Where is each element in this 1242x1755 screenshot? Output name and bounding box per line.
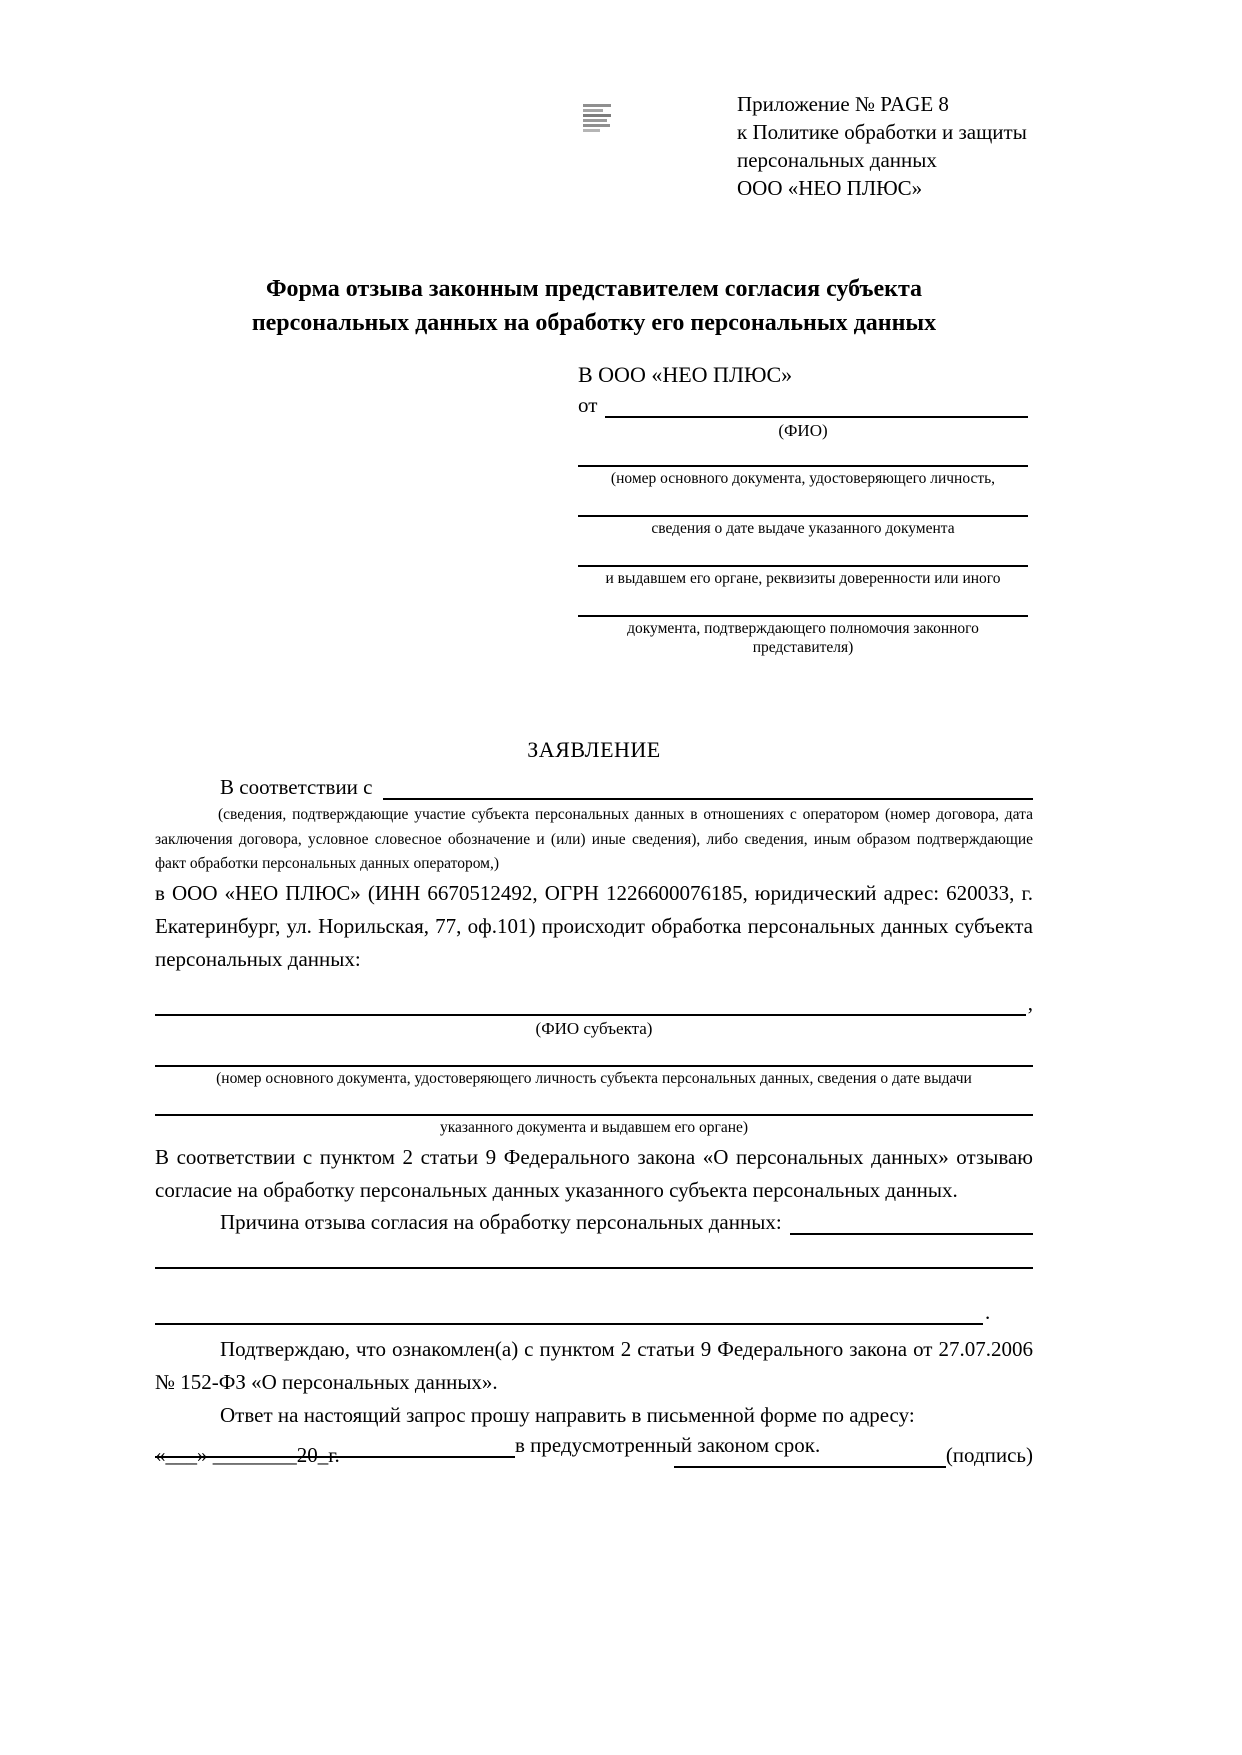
field-caption: и выдавшем его органе, реквизиты доверенности или иного [605,570,1001,587]
blank-field-line [155,1065,1033,1067]
subject-fio-field [155,990,1033,1016]
statement-heading: ЗАЯВЛЕНИЕ [527,737,661,762]
document-number-field [578,465,1028,488]
confirmation-paragraph: Подтверждаю, что ознакомлен(а) с пунктом 2 статьи 9 Федерального закона от 27.07.2006 № 152-ФЗ «О персональных данных». [155,1336,1033,1394]
subject-fio-blank-line [155,990,1026,1016]
field-caption: (номер основного документа, удостоверяющего личность, [610,470,996,487]
reason-label: Причина отзыва согласия на обработку персональных данных: [220,1209,782,1234]
blank-field-line [155,1299,983,1325]
policy-line-1: к Политике обработки и защиты [737,120,1027,144]
reason-blank-line-3 [155,1299,1033,1325]
text-lines-icon [583,104,611,134]
field-caption: документа, подтверждающего полномочия законного представителя) [627,620,979,656]
withdrawal-paragraph: В соответствии с пунктом 2 статьи 9 Федерального закона «О персональных данных» отзываю согласие на обработку персональных данных указанного субъекта персональных данных. [155,1144,1033,1202]
trailing-comma: , [1027,990,1033,1015]
field-caption: сведения о дате выдаче указанного документа [651,520,955,537]
intro-label: В соответствии с [220,775,373,799]
fio-caption: (ФИО) [778,421,828,440]
subject-document-field [155,1065,1033,1088]
subject-fio-caption: (ФИО субъекта) [535,1018,653,1038]
reason-blank-line-2 [155,1267,1033,1269]
signature-blank-line [674,1442,946,1468]
field-caption: указанного документа и выдавшем его органе) [439,1118,749,1136]
signature-caption: (подпись) [945,1443,1033,1467]
policy-line-2: персональных данных [737,148,937,172]
statement-body [155,735,1033,1458]
reason-blank-line [790,1209,1033,1235]
document-title-line-1: Форма отзыва законным представителем согласия субъекта [265,276,923,302]
from-blank-line [605,392,1028,418]
trailing-period: . [985,1299,991,1324]
from-field [578,392,1028,418]
blank-field-line [578,565,1028,567]
addressee-company: В ООО «НЕО ПЛЮС» [578,362,793,387]
appendix-reference-block [737,90,1027,202]
date-signature-row [155,1442,1033,1468]
reply-paragraph: Ответ на настоящий запрос прошу направить в письменной форме по адресу: [220,1402,915,1427]
reason-field [155,1209,1033,1235]
addressee-block [578,360,1028,657]
blank-field-line [578,465,1028,467]
blank-field-line [578,615,1028,617]
intro-caption: (сведения, подтверждающие участие субъекта персональных данных в отношениях с оператором (номер договора, дата заключения договора, условное словесное обозначение и (или) иные сведения), либо сведения, иным образом подтверждающие факт обработки персональных данных оператором,) [155,806,1033,872]
authority-document-field [578,615,1028,657]
appendix-number: Приложение № PAGE 8 [737,92,949,116]
signature-field [674,1442,1033,1468]
operator-paragraph: в ООО «НЕО ПЛЮС» (ИНН 6670512492, ОГРН 1226600076185, юридический адрес: 620033, г. Екатеринбург, ул. Норильская, 77, оф.101) происходит обработка персональных данных субъекта персональных данных: [155,880,1033,971]
date-field: «___» ________20_г. [155,1443,340,1467]
document-title-line-2: персональных данных на обработку его персональных данных [251,310,937,336]
blank-field-line [578,515,1028,517]
intro-field [155,774,1033,800]
intro-blank-line [383,774,1034,800]
document-title [155,272,1033,340]
field-caption: (номер основного документа, удостоверяющего личность субъекта персональных данных, сведения о дате выдачи [216,1069,972,1087]
from-label: от [578,393,598,417]
reply-suffix: в предусмотренный законом срок. [515,1432,821,1457]
blank-field-line [155,1114,1033,1116]
company-name: ООО «НЕО ПЛЮС» [737,176,923,200]
issue-date-field [578,515,1028,538]
issuing-authority-field [578,565,1028,588]
subject-document-field-2 [155,1114,1033,1137]
